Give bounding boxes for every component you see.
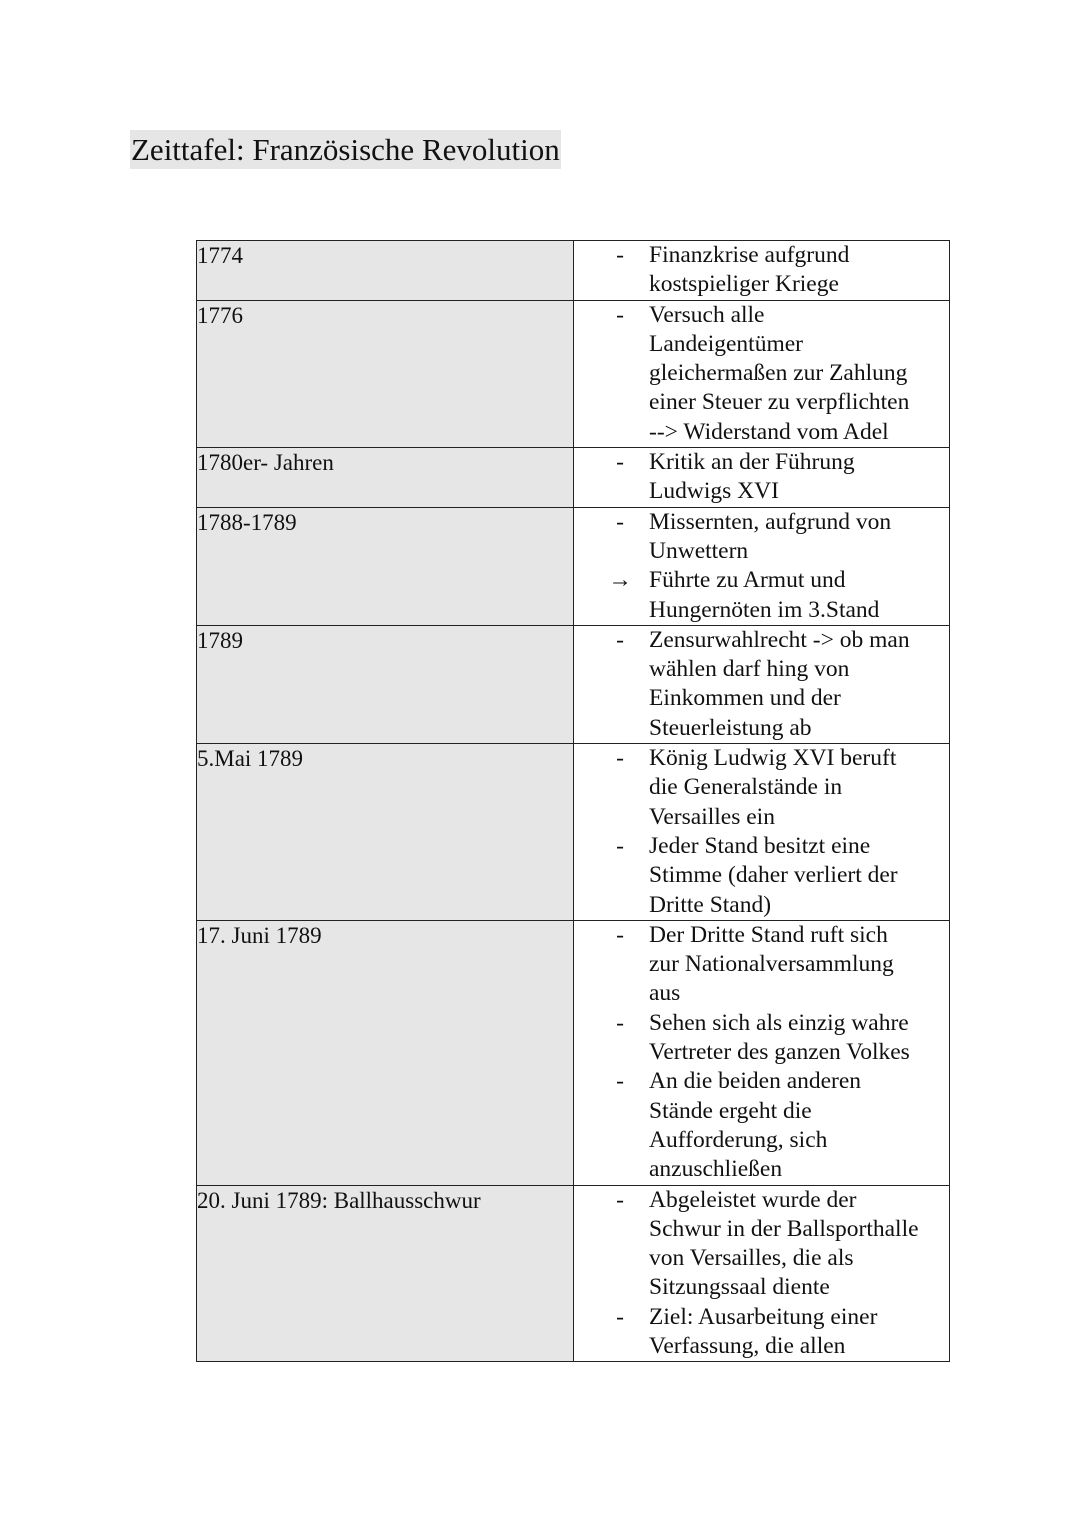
event-text <box>649 301 949 447</box>
event-text-line: Unwettern <box>649 537 749 564</box>
date-cell: 1780er- Jahren <box>197 448 574 508</box>
event-cell <box>574 920 950 1185</box>
event-text-line: Zensurwahlrecht -> ob man <box>649 626 910 653</box>
dash-marker: - <box>616 1303 624 1330</box>
event-text-line: Einkommen und der <box>649 685 841 712</box>
event-bullet <box>574 921 949 1009</box>
event-text-line: An die beiden anderen <box>649 1068 862 1095</box>
dash-marker: - <box>616 626 624 653</box>
event-text-line: Kritik an der Führung <box>649 449 855 476</box>
timeline-table <box>196 240 950 1362</box>
dash-marker: - <box>616 508 624 535</box>
event-text <box>649 1067 949 1184</box>
event-text <box>649 1303 949 1362</box>
event-text-line: Abgeleistet wurde der <box>649 1186 857 1213</box>
event-cell <box>574 448 950 508</box>
event-text-line: Steuerleistung ab <box>649 714 812 741</box>
event-text <box>649 448 949 507</box>
event-text-line: Stände ergeht die <box>649 1097 812 1124</box>
dash-marker: - <box>616 921 624 948</box>
date-cell: 1788-1789 <box>197 507 574 625</box>
event-text <box>649 566 949 625</box>
event-text-line: Jeder Stand besitzt eine <box>649 832 871 859</box>
dash-marker: - <box>616 449 624 476</box>
event-bullet <box>574 1009 949 1068</box>
event-cell <box>574 744 950 921</box>
event-text-line: aus <box>649 980 681 1007</box>
timeline-row <box>197 507 950 625</box>
event-text-line: König Ludwig XVI beruft <box>649 745 897 772</box>
event-bullet <box>574 241 949 300</box>
event-text-line: anzuschließen <box>649 1156 783 1183</box>
arrow-marker: → <box>608 567 632 594</box>
event-bullet <box>574 448 949 507</box>
event-bullet <box>574 1303 949 1362</box>
event-text-line: --> Widerstand vom Adel <box>649 418 889 445</box>
date-cell: 20. Juni 1789: Ballhausschwur <box>197 1185 574 1362</box>
event-text <box>649 626 949 743</box>
timeline-row <box>197 448 950 508</box>
dash-marker: - <box>616 1068 624 1095</box>
event-text-line: Landeigentümer <box>649 330 803 357</box>
event-cell <box>574 625 950 743</box>
event-bullet <box>574 1067 949 1184</box>
event-text-line: Stimme (daher verliert der <box>649 862 898 889</box>
event-bullet <box>574 832 949 920</box>
event-cell <box>574 1185 950 1362</box>
event-text-line: einer Steuer zu verpflichten <box>649 389 910 416</box>
timeline-body <box>197 241 950 1362</box>
event-text-line: Missernten, aufgrund von <box>649 508 892 535</box>
event-text <box>649 241 949 300</box>
date-cell: 1789 <box>197 625 574 743</box>
event-cell <box>574 300 950 447</box>
event-text-line: Ludwigs XVI <box>649 478 779 505</box>
event-bullet <box>574 508 949 567</box>
dash-marker: - <box>616 832 624 859</box>
date-cell: 17. Juni 1789 <box>197 920 574 1185</box>
event-text <box>649 744 949 832</box>
timeline-row <box>197 300 950 447</box>
event-text-line: Finanzkrise aufgrund <box>649 242 850 268</box>
event-text-line: Aufforderung, sich <box>649 1126 828 1153</box>
event-text-line: gleichermaßen zur Zahlung <box>649 360 908 387</box>
event-text-line: Dritte Stand) <box>649 891 772 918</box>
date-cell: 1776 <box>197 300 574 447</box>
timeline-row <box>197 744 950 921</box>
event-text-line: Vertreter des ganzen Volkes <box>649 1039 910 1066</box>
event-text-line: Hungernöten im 3.Stand <box>649 596 880 623</box>
event-text-line: Der Dritte Stand ruft sich <box>649 921 888 948</box>
date-cell: 1774 <box>197 241 574 301</box>
event-text <box>649 508 949 567</box>
dash-marker: - <box>616 301 624 328</box>
event-text-line: zur Nationalversammlung <box>649 951 894 978</box>
event-text <box>649 1009 949 1068</box>
event-text <box>649 921 949 1009</box>
dash-marker: - <box>616 1186 624 1213</box>
date-cell: 5.Mai 1789 <box>197 744 574 921</box>
event-bullet <box>574 566 949 625</box>
event-cell <box>574 507 950 625</box>
event-text-line: von Versailles, die als <box>649 1245 854 1272</box>
dash-marker: - <box>616 1009 624 1036</box>
dash-marker: - <box>616 242 624 268</box>
event-text-line: Sitzungssaal diente <box>649 1274 830 1301</box>
event-bullet <box>574 301 949 447</box>
timeline-row <box>197 625 950 743</box>
timeline-row <box>197 241 950 301</box>
event-text-line: kostspieliger Kriege <box>649 271 839 298</box>
event-text-line: Sehen sich als einzig wahre <box>649 1009 909 1036</box>
timeline-row <box>197 1185 950 1362</box>
event-bullet <box>574 1186 949 1303</box>
event-text-line: Ziel: Ausarbeitung einer <box>649 1303 878 1330</box>
event-text-line: die Generalstände in <box>649 774 843 801</box>
event-text-line: Verfassung, die allen <box>649 1332 846 1359</box>
event-cell <box>574 241 950 301</box>
event-bullet <box>574 744 949 832</box>
event-text-line: Führte zu Armut und <box>649 567 846 594</box>
event-text-line: Versailles ein <box>649 803 775 830</box>
dash-marker: - <box>616 745 624 772</box>
page-title: Zeittafel: Französische Revolution <box>131 132 560 167</box>
event-text <box>649 1186 949 1303</box>
timeline-row <box>197 920 950 1185</box>
event-text <box>649 832 949 920</box>
event-bullet <box>574 626 949 743</box>
event-text-line: Versuch alle <box>649 301 765 328</box>
event-text-line: wählen darf hing von <box>649 656 850 683</box>
event-text-line: Schwur in der Ballsporthalle <box>649 1215 919 1242</box>
